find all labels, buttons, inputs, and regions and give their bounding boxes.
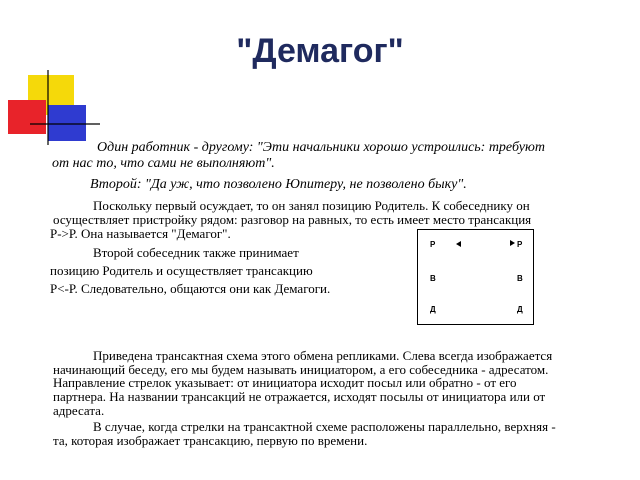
quote-reply: Второй: "Да уж, что позволено Юпитеру, не позволено быку". bbox=[90, 177, 467, 192]
diagram-right-parent: Р bbox=[517, 240, 523, 249]
arrow-left-icon bbox=[456, 241, 461, 247]
transaction-diagram bbox=[417, 229, 534, 325]
slide-title: "Демагог" bbox=[236, 32, 404, 70]
quote-line-1: Один работник - другому: "Эти начальники хорошо устроились: требуют bbox=[97, 140, 546, 155]
decorative-squares bbox=[0, 0, 110, 150]
para1-line-3: Р->Р. Она называется "Демагог". bbox=[50, 226, 231, 241]
para3-line-2: начинающий беседу, его мы будем называть инициатором, а его собеседника - адресатом. bbox=[53, 362, 549, 377]
para1-line-2: осуществляет пристройку рядом: разговор на равных, то есть имеет место трансакция bbox=[53, 212, 532, 227]
quote-line-2: от нас то, что сами не выполняют". bbox=[52, 156, 275, 171]
diagram-arrows bbox=[418, 230, 533, 324]
red-square bbox=[8, 100, 46, 134]
para4-line-2: та, которая изображает трансакцию, первую по времени. bbox=[53, 433, 368, 448]
diagram-right-adult: В bbox=[517, 274, 523, 283]
diagram-right-child: Д bbox=[517, 305, 523, 314]
diagram-left-adult: В bbox=[430, 274, 436, 283]
para3-line-5: адресата. bbox=[53, 403, 105, 418]
para1-line-1: Поскольку первый осуждает, то он занял позицию Родитель. К собеседнику он bbox=[93, 198, 530, 213]
blue-square bbox=[48, 105, 86, 141]
para2-line-3: Р<-Р. Следовательно, общаются они как Демагоги. bbox=[50, 281, 331, 296]
para2-line-2: позицию Родитель и осуществляет трансакцию bbox=[50, 263, 313, 278]
para4-line-1: В случае, когда стрелки на трансактной схеме расположены параллельно, верхняя - bbox=[93, 419, 556, 434]
para3-line-3: Направление стрелок указывает: от инициатора исходит посыл или обратно - от его bbox=[53, 375, 517, 390]
para2-line-1: Второй собеседник также принимает bbox=[93, 245, 299, 260]
diagram-left-child: Д bbox=[430, 305, 436, 314]
diagram-left-parent: Р bbox=[430, 240, 436, 249]
para3-line-1: Приведена трансактная схема этого обмена репликами. Слева всегда изображается bbox=[93, 348, 553, 363]
arrow-right-icon bbox=[510, 240, 515, 246]
para3-line-4: партнера. На названии трансакций не отражается, исходят посылы от инициатора или от bbox=[53, 389, 546, 404]
